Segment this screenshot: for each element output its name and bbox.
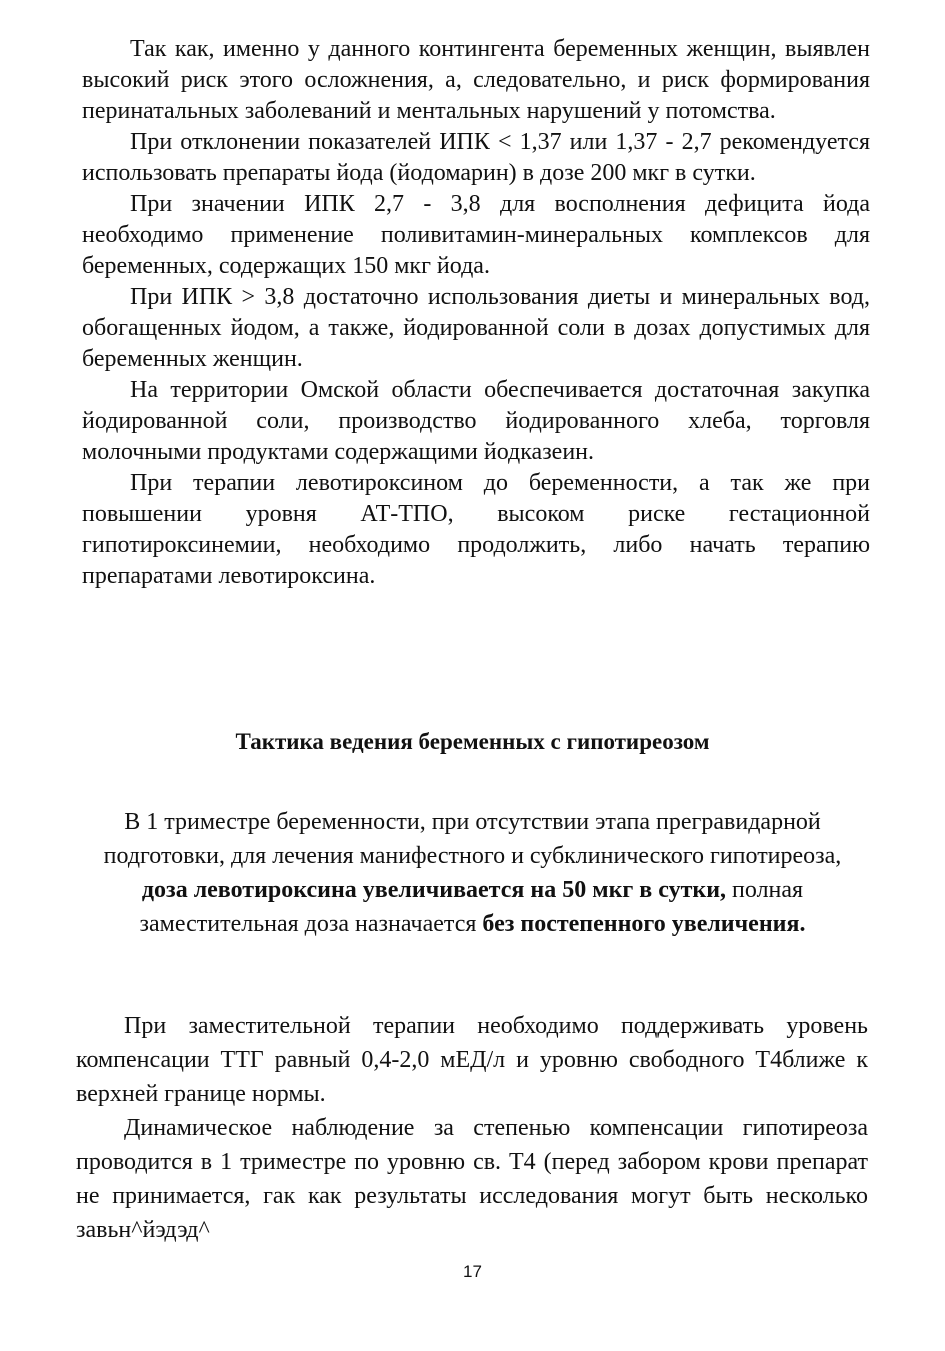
paragraph: Так как, именно у данного контингента беременных женщин, выявлен высокий риск этого осложнения, а, следовательно, и риск формирования перинатальных заболеваний и ментальных нарушений у потомства. — [82, 36, 870, 124]
paragraph: При отклонении показателей ИПК < 1,37 или 1,37 - 2,7 рекомендуется использовать препараты йода (йодомарин) в дозе 200 мкг в сутки. — [82, 129, 870, 186]
paragraph: Динамическое наблюдение за степенью компенсации гипотиреоза проводится в 1 триместре по уровню св. Т4 (перед забором крови препарат не принимается, гак как результаты исследования могут быть несколько завьн^йэдэд^ — [76, 1115, 868, 1243]
highlighted-text: полная заместительная доза назначается — [139, 877, 804, 937]
paragraph: При терапии левотироксином до беременности, а так же при повышении уровня АТ-ТПО, высоком риске гестационной гипотироксинемии, необходимо продолжить, либо начать терапию препаратами левотироксина. — [82, 470, 870, 589]
highlighted-text: В 1 триместре беременности, при отсутствии этапа прегравидарной подготовки, для лечения манифестного и субклинического гипотиреоза, — [103, 809, 842, 869]
paragraph: При значении ИПК 2,7 - 3,8 для восполнения дефицита йода необходимо применение поливитамин-минеральных комплексов для беременных, содержащих 150 мкг йода. — [82, 191, 870, 279]
highlighted-bold-text: доза левотироксина увеличивается на 50 мкг в сутки, — [141, 877, 727, 903]
bottom-text-block — [76, 1009, 868, 1247]
page-number: 17 — [463, 1262, 482, 1281]
highlighted-paragraph — [90, 805, 855, 941]
paragraph: При заместительной терапии необходимо поддерживать уровень компенсации ТТГ равный 0,4-2,0 мЕД/л и уровню свободного Т4ближе к верхней границе нормы. — [76, 1013, 868, 1107]
paragraph: На территории Омской области обеспечивается достаточная закупка йодированной соли, производство йодированного хлеба, торговля молочными продуктами содержащими йодказеин. — [82, 377, 870, 465]
top-text-block — [82, 34, 870, 592]
section-heading: Тактика ведения беременных с гипотиреозом — [235, 729, 710, 754]
highlighted-bold-text: без постепенного увеличения. — [482, 911, 806, 937]
paragraph: При ИПК > 3,8 достаточно использования диеты и минеральных вод, обогащенных йодом, а также, йодированной соли в дозах допустимых для беременных женщин. — [82, 284, 870, 372]
